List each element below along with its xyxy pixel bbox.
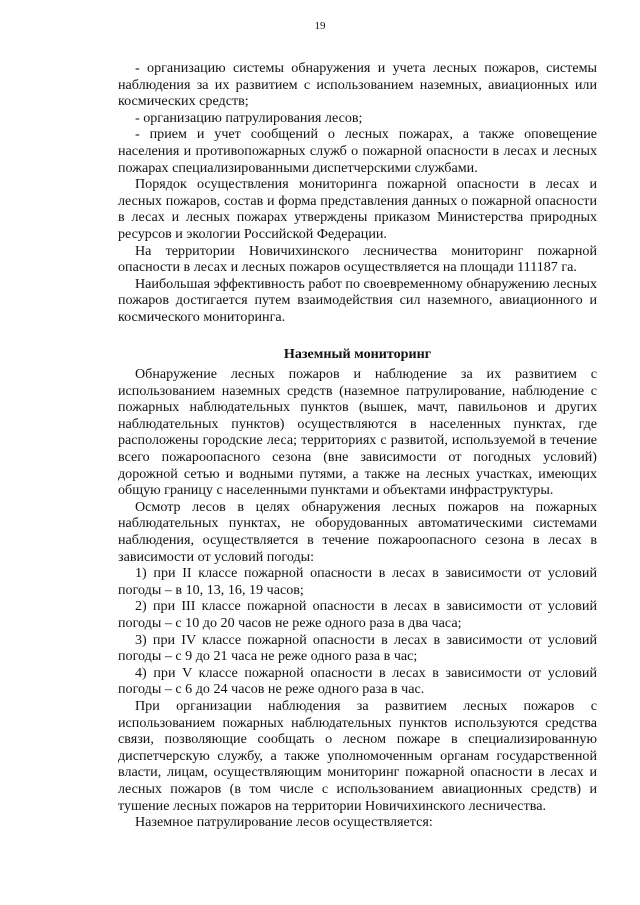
section-title: Наземный мониторинг: [283, 345, 432, 362]
list-item: 2) при III классе пожарной опасности в лесах в зависимости от условий погоды – с 10 до 20 часов не реже одного раза в два часа;: [118, 598, 597, 631]
paragraph: Порядок осуществления мониторинга пожарной опасности в лесах и лесных пожаров, состав и форма представления данных о пожарной опасности в лесах и лесных пожарах утверждены приказом Министерства природных ресурсов и экологии Российской Федерации.: [118, 176, 597, 242]
paragraph: При организации наблюдения за развитием лесных пожаров с использованием пожарных наблюдательных пунктов используются средства связи, позволяющие сообщать о лесном пожаре в специализированную диспетчерскую службу, а также уполномоченным органам государственной власти, лицам, осуществляющим мониторинг пожарной опасности в лесах и лесных пожаров (в том числе с использованием авиационных средств) и тушение лесных пожаров на территории Новичихинского лесничества.: [118, 697, 597, 814]
list-item: 4) при V классе пожарной опасности в лесах в зависимости от условий погоды – с 6 до 24 часов не реже одного раза в час.: [118, 664, 597, 698]
paragraph: - прием и учет сообщений о лесных пожарах, а также оповещение населения и противопожарных служб о пожарной опасности в лесах и лесных пожарах специализированными диспетчерскими службами.: [118, 126, 597, 176]
paragraph: На территории Новичихинского лесничества мониторинг пожарной опасности в лесах и лесных пожаров осуществляется на площади 111187 га.: [118, 242, 597, 276]
paragraph: Обнаружение лесных пожаров и наблюдение за их развитием с использованием наземных средств (наземное патрулирование, наблюдение с пожарных наблюдательных пунктов (вышек, мачт, павильонов и других наблюдательных пунктов) осуществляются в населенных пунктах, где расположены городские леса; территориях с развитой, используемой в течение всего пожароопасного сезона (вне зависимости от погодных условий) дорожной сетью и водными путями, а также на лесных участках, имеющих общую границу с населенными пунктами и объектами инфраструктуры.: [118, 366, 597, 499]
page-number: 19: [314, 20, 326, 32]
list-item: 1) при II классе пожарной опасности в лесах в зависимости от условий погоды – в 10, 13, 16, 19 часов;: [118, 565, 597, 598]
paragraph: - организацию патрулирования лесов;: [135, 109, 363, 126]
paragraph: - организацию системы обнаружения и учета лесных пожаров, системы наблюдения за их развитием с использованием наземных, авиационных или космических средств;: [118, 60, 597, 110]
list-item: 3) при IV классе пожарной опасности в лесах в зависимости от условий погоды – с 9 до 21 часа не реже одного раза в час;: [118, 631, 597, 665]
paragraph: Наибольшая эффективность работ по своевременному обнаружению лесных пожаров достигается путем взаимодействия сил наземного, авиационного и космического мониторинга.: [118, 275, 597, 325]
paragraph: Наземное патрулирование лесов осуществляется:: [135, 814, 433, 831]
document-body: [118, 60, 597, 831]
paragraph: Осмотр лесов в целях обнаружения лесных пожаров на пожарных наблюдательных пунктах, не оборудованных автоматическими системами наблюдения, осуществляется в течение пожароопасного сезона в лесах в зависимости от условий погоды:: [118, 498, 597, 565]
